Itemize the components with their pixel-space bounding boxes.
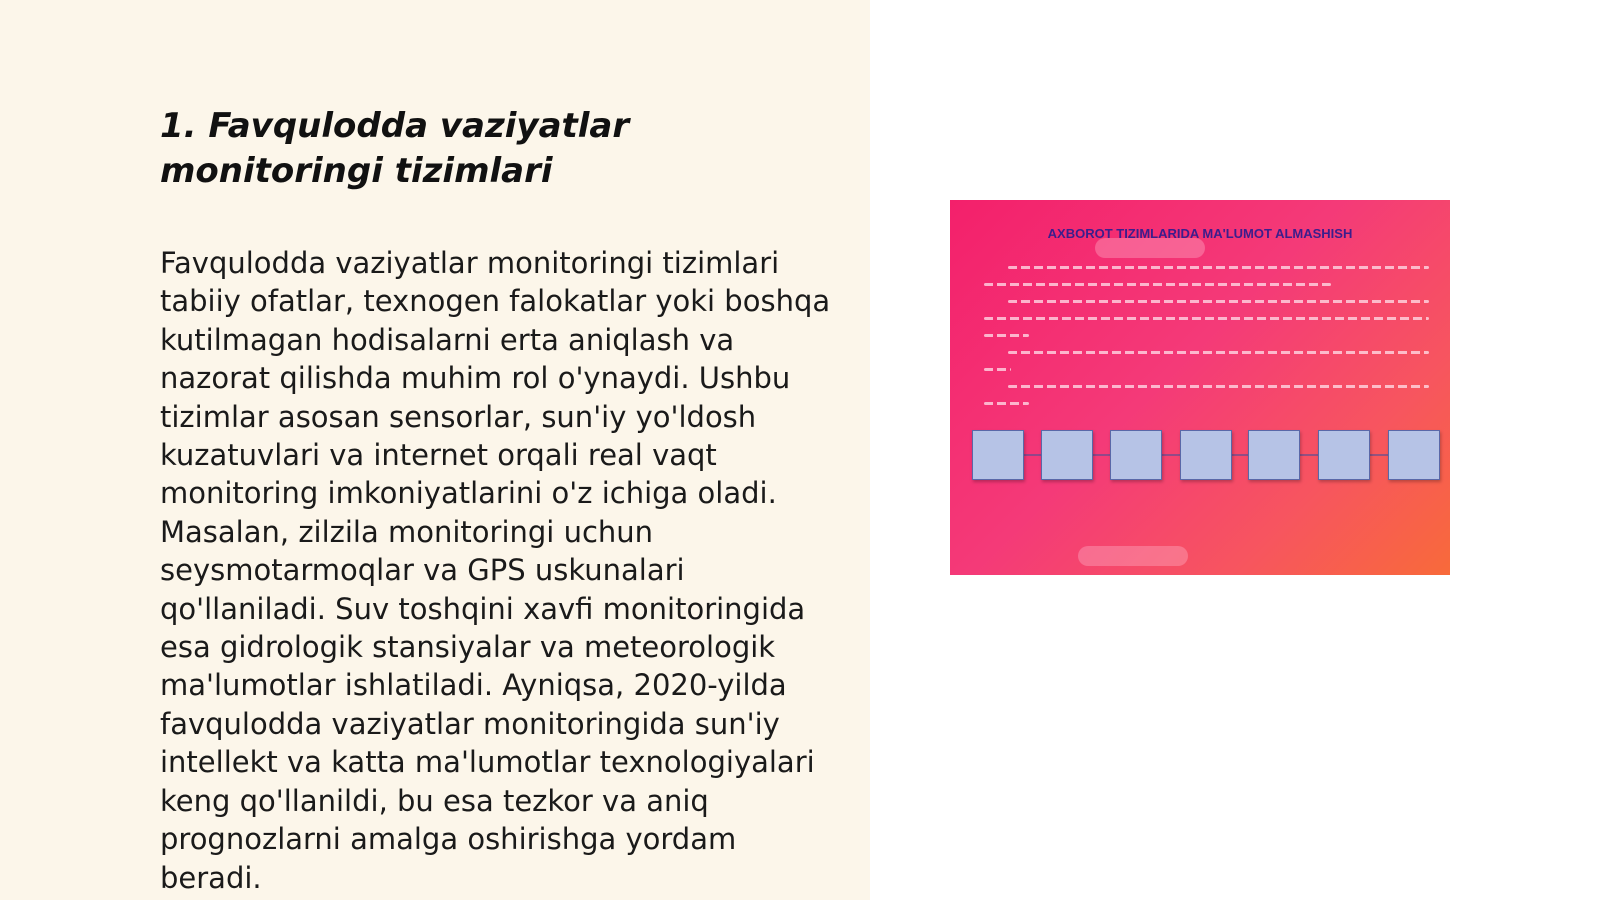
figure-paragraphs <box>984 266 1429 419</box>
figure-text-line <box>1008 385 1429 388</box>
figure-text-line <box>1008 351 1429 354</box>
watermark-bottom <box>1078 546 1188 566</box>
figure-text-line <box>984 402 1029 405</box>
flow-box <box>1041 430 1093 480</box>
figure-text-line <box>1008 300 1429 303</box>
flow-box <box>1180 430 1232 480</box>
flow-diagram <box>972 428 1442 488</box>
figure-title: AXBOROT TIZIMLARIDA MA'LUMOT ALMASHISH <box>1047 226 1353 241</box>
figure-text-line <box>984 368 1011 371</box>
flow-box <box>1248 430 1300 480</box>
figure-text-line <box>1008 266 1429 269</box>
flow-box <box>1318 430 1370 480</box>
watermark-top <box>1095 238 1205 258</box>
flow-box <box>1388 430 1440 480</box>
figure-text-line <box>984 334 1029 337</box>
slide-body-text: Favqulodda vaziyatlar monitoringi tizimlari tabiiy ofatlar, texnogen falokatlar yoki boshqa kutilmagan hodisalarni erta aniqlash va nazorat qilishda muhim rol o'ynaydi. Ushbu tizimlar asosan sensorlar, sun'iy yo'ldosh kuzatuvlari va internet orqali real vaqt monitoring imkoniyatlarini o'z ichiga oladi. Masalan, zilzila monitoringi uchun seysmotarmoqlar va GPS uskunalari qo'llaniladi. Suv toshqini xavfi monitoringida esa gidrologik stansiyalar va meteorologik ma'lumotlar ishlatiladi. Ayniqsa, 2020-yilda favqulodda vaziyatlar monitoringida sun'iy intellekt va katta ma'lumotlar texnologiyalari keng qo'llanildi, bu esa tezkor va aniq prognozlarni amalga oshirishga yordam beradi. <box>160 246 831 895</box>
info-exchange-diagram-image <box>950 200 1450 575</box>
figure-text-line <box>984 317 1429 320</box>
flow-box <box>1110 430 1162 480</box>
flow-box <box>972 430 1024 480</box>
figure-text-line <box>984 283 1331 286</box>
slide-title: 1. Favqulodda vaziyatlar monitoringi tizimlari <box>160 106 630 191</box>
